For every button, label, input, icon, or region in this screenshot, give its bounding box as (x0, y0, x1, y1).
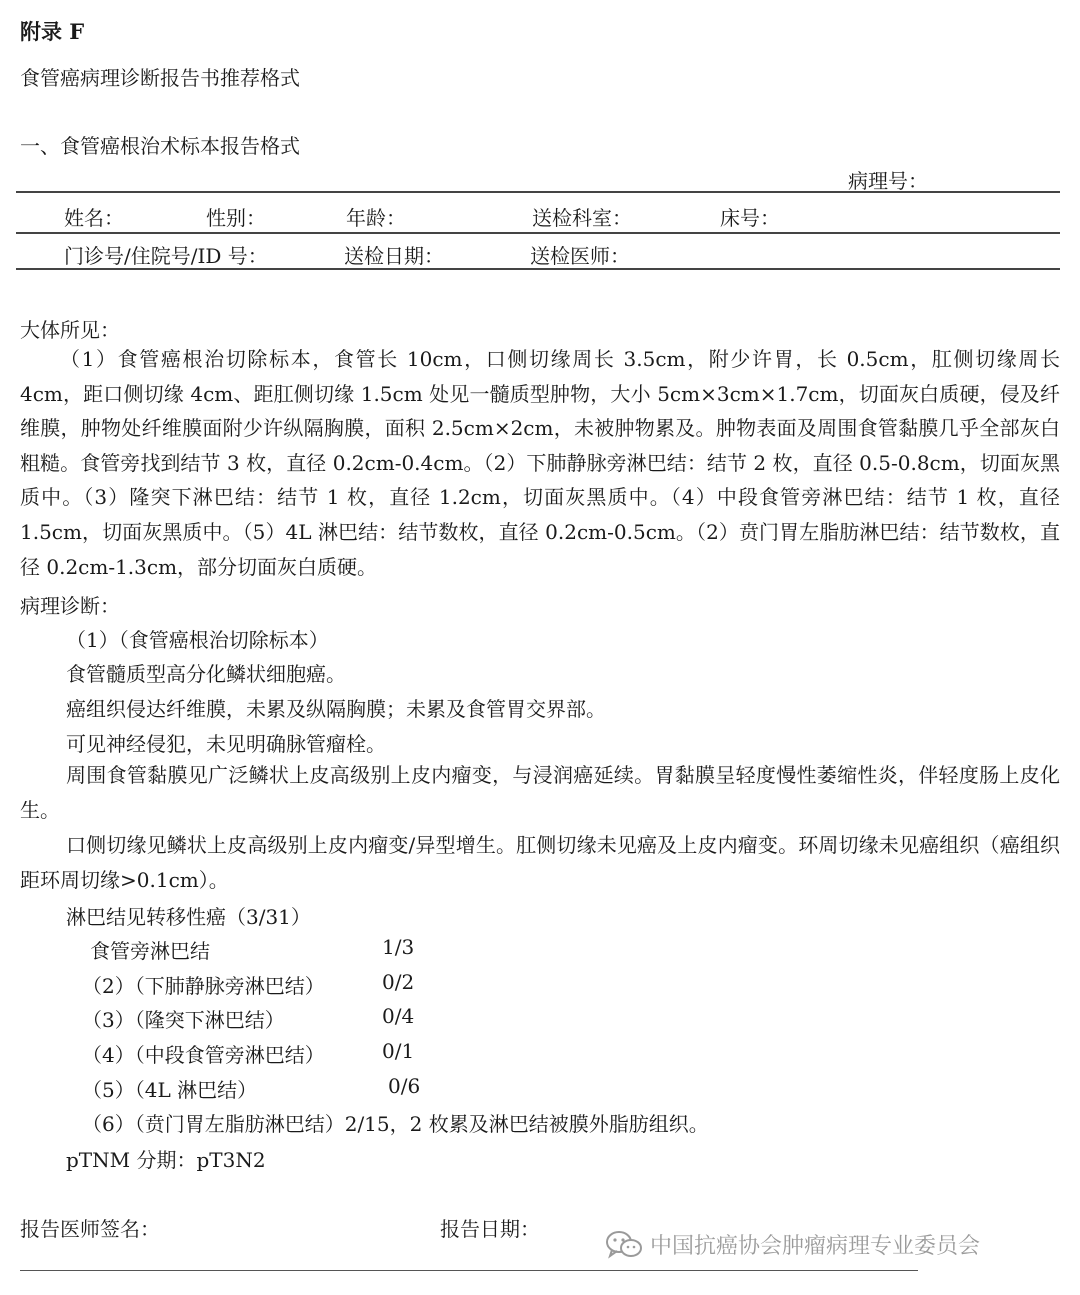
lymph-node-summary: 淋巴结见转移性癌（3/31） (66, 905, 311, 929)
submission-date-label: 送检日期： (344, 244, 444, 268)
diagnosis-nerve-vessel: 可见神经侵犯，未见明确脉管瘤栓。 (66, 732, 386, 756)
patient-name-label: 姓名： (64, 206, 124, 230)
report-date-label: 报告日期： (440, 1217, 540, 1241)
lymph-node-ratio: 0/6 (388, 1074, 421, 1098)
wechat-icon (604, 1230, 644, 1260)
diagnosis-invasion: 癌组织侵达纤维膜，未累及纵隔胸膜；未累及食管胃交界部。 (66, 697, 606, 721)
lymph-node-name: （2）（下肺静脉旁淋巴结） (82, 974, 325, 998)
watermark-text: 中国抗癌协会肿瘤病理专业委员会 (650, 1234, 981, 1259)
diagnosis-mucosa: 周围食管黏膜见广泛鳞状上皮高级别上皮内瘤变，与浸润癌延续。胃黏膜呈轻度慢性萎缩性炎，伴轻度肠上皮化生。 (20, 763, 1060, 822)
lymph-node-ratio: 0/2 (382, 970, 415, 994)
patient-age-label: 年龄： (346, 206, 406, 230)
header-top-rule (16, 191, 1060, 193)
lymph-node-name: （3）（隆突下淋巴结） (82, 1008, 285, 1032)
diagnosis-margins: 口侧切缘见鳞状上皮高级别上皮内瘤变/异型增生。肛侧切缘未见癌及上皮内瘤变。环周切缘未见癌组织（癌组织距环周切缘>0.1cm）。 (20, 833, 1060, 892)
lymph-node-ratio: 0/1 (382, 1039, 415, 1063)
diagnosis-tumor-type: 食管髓质型高分化鳞状细胞癌。 (66, 662, 346, 686)
lymph-node-name: （4）（中段食管旁淋巴结） (82, 1043, 325, 1067)
appendix-label: 附录 F (20, 19, 85, 44)
department-label: 送检科室： (532, 206, 632, 230)
lymph-node-name: （5）（4L 淋巴结） (82, 1078, 258, 1102)
footer-rule (20, 1270, 918, 1271)
document-title: 食管癌病理诊断报告书推荐格式 (20, 66, 300, 90)
ptnm-stage: pTNM 分期：pT3N2 (66, 1148, 266, 1172)
patient-sex-label: 性别： (206, 206, 266, 230)
lymph-node-last: （6）（贲门胃左脂肪淋巴结）2/15，2 枚累及淋巴结被膜外脂肪组织。 (82, 1112, 709, 1136)
diagnosis-specimen: （1）（食管癌根治切除标本） (66, 628, 329, 652)
watermark (604, 1229, 980, 1260)
lymph-node-name: 食管旁淋巴结 (90, 939, 210, 963)
header-bottom-rule (16, 268, 1060, 270)
gross-findings-text: （1）食管癌根治切除标本，食管长 10cm，口侧切缘周长 3.5cm，附少许胃，长 0.5cm，肛侧切缘周长 4cm，距口侧切缘 4cm、距肛侧切缘 1.5cm 处见一髓质型肿物，大小 5cm×3cm×1.7cm，切面灰白质硬，侵及纤维膜，肿物处纤维膜面附少许纵隔胸膜，面积 2.5cm×2cm，未被肿物累及。肿物表面及周围食管黏膜几乎全部灰白粗糙。食管旁找到结节 3 枚，直径 0.2cm-0.4cm。（2）下肺静脉旁淋巴结：结节 2 枚，直径 0.5-0.8cm，切面灰黑质中。（3）隆突下淋巴结：结节 1 枚，直径 1.2cm，切面灰黑质中。（4）中段食管旁淋巴结：结节 1 枚，直径 1.5cm，切面灰黑质中。（5）4L 淋巴结：结节数枚，直径 0.2cm-0.5cm。（2）贲门胃左脂肪淋巴结：结节数枚，直径 0.2cm-1.3cm，部分切面灰白质硬。 (20, 347, 1060, 579)
bed-number-label: 床号： (720, 206, 780, 230)
lymph-node-ratio: 1/3 (382, 935, 415, 959)
header-middle-rule (16, 232, 1060, 234)
pathology-number-label: 病理号： (848, 169, 928, 193)
section-title: 一、食管癌根治术标本报告格式 (20, 134, 300, 158)
patient-id-label: 门诊号/住院号/ID 号： (64, 244, 268, 268)
submitting-doctor-label: 送检医师： (530, 244, 630, 268)
gross-findings-label: 大体所见： (20, 318, 120, 342)
lymph-node-ratio: 0/4 (382, 1004, 415, 1028)
pathology-diagnosis-label: 病理诊断： (20, 594, 120, 618)
report-doctor-signature-label: 报告医师签名： (20, 1217, 160, 1241)
